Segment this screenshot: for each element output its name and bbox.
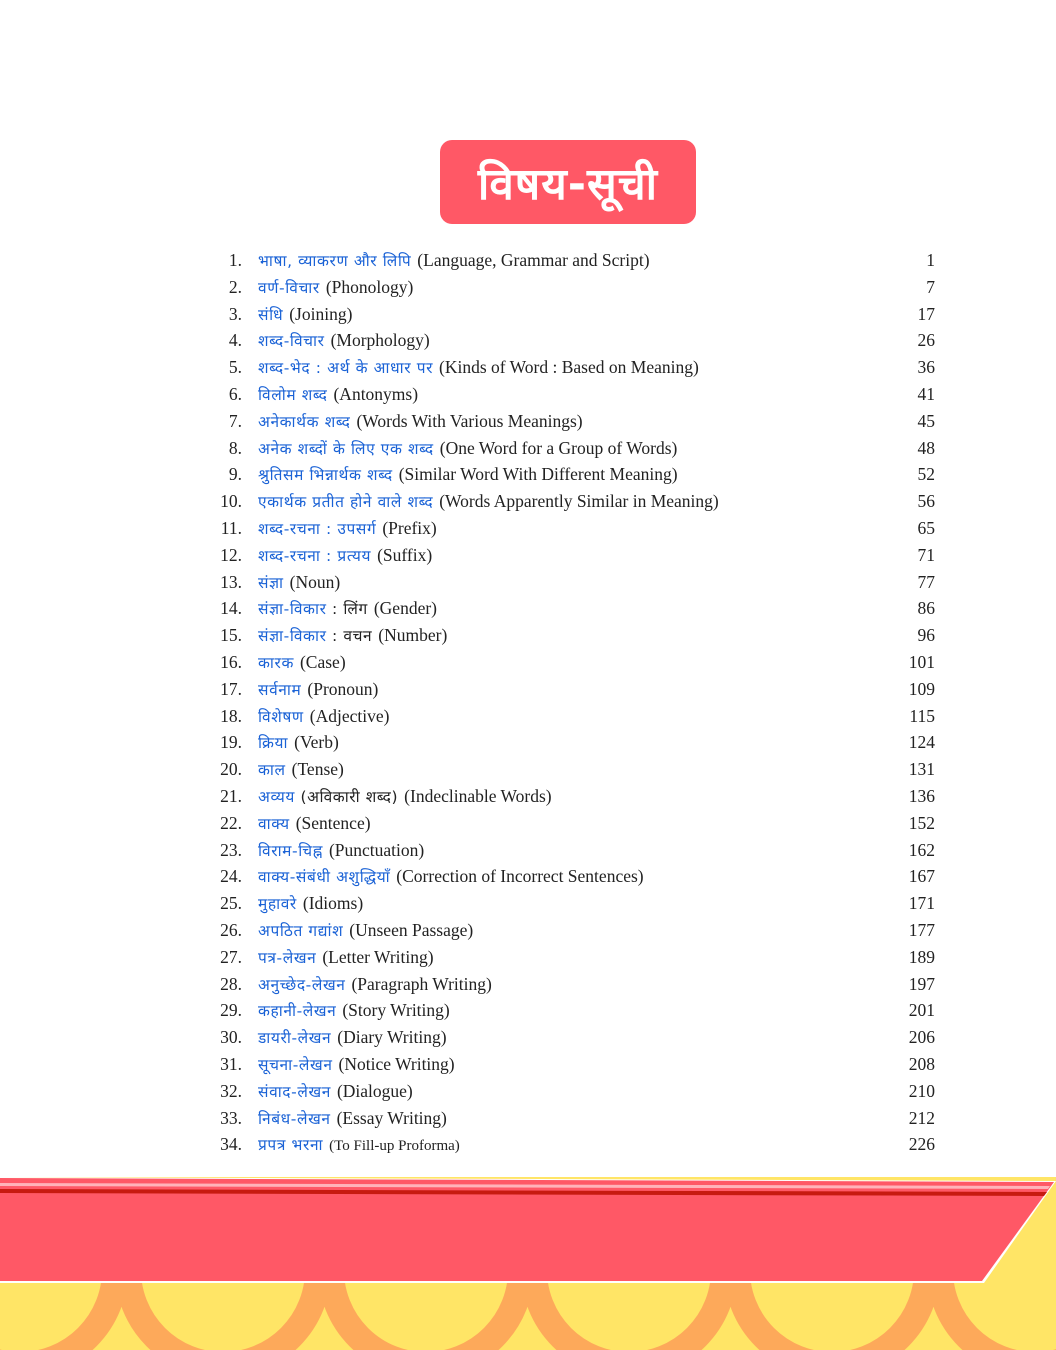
toc-entry-title [258, 971, 492, 999]
toc-entry-title [258, 676, 378, 704]
toc-entry-hindi-title: वाक्य [258, 814, 290, 833]
toc-entry [210, 649, 935, 676]
toc-entry-page-number: 36 [917, 357, 935, 378]
toc-entry-title [258, 890, 363, 918]
toc-entry-number: 28. [220, 973, 242, 994]
toc-entry-number: 14. [220, 598, 242, 619]
toc-entry-number: 7. [228, 410, 242, 431]
toc-entry-hindi-title: अव्यय [258, 787, 295, 806]
table-of-contents [210, 247, 935, 1158]
footer-decoration [0, 1175, 1056, 1350]
toc-entry-title [258, 461, 678, 489]
toc-entry-english-title: (Letter Writing) [322, 946, 434, 967]
toc-entry-title [258, 1105, 447, 1133]
toc-entry-hindi-title: डायरी-लेखन [258, 1029, 332, 1048]
toc-entry-page-number: 131 [908, 759, 935, 780]
toc-entry-english-title: (Case) [299, 651, 346, 672]
toc-entry [210, 488, 935, 515]
toc-entry-title [258, 595, 437, 623]
toc-entry-title [258, 703, 389, 731]
toc-entry-page-number: 86 [917, 598, 935, 619]
toc-entry-page-number: 48 [917, 437, 935, 458]
toc-entry-number: 19. [220, 732, 242, 753]
toc-entry-english-title: (Number) [378, 625, 448, 646]
toc-entry-number: 32. [220, 1080, 242, 1101]
toc-entry-page-number: 1 [926, 250, 935, 270]
toc-entry-number: 16. [220, 651, 242, 672]
toc-entry-number: 23. [220, 839, 242, 860]
toc-entry-number: 11. [220, 517, 242, 538]
toc-entry-english-title: (Punctuation) [328, 839, 425, 860]
toc-entry-number: 31. [220, 1053, 242, 1074]
toc-entry [210, 783, 935, 810]
toc-entry-title [258, 1024, 447, 1052]
toc-entry-hindi-title: शब्द-रचना : प्रत्यय [258, 546, 372, 565]
toc-entry-page-number: 109 [908, 678, 935, 699]
toc-entry-english-title: (Morphology) [330, 330, 430, 351]
toc-entry-number: 26. [220, 919, 242, 940]
toc-entry-number: 27. [220, 946, 242, 967]
toc-entry-page-number: 115 [909, 705, 935, 726]
toc-entry-hindi-title: विराम-चिह्न [258, 841, 323, 860]
toc-entry-number: 13. [220, 571, 242, 592]
toc-entry-page-number: 45 [917, 410, 935, 431]
toc-entry-hindi-title: अपठित गद्यांश [258, 921, 344, 940]
toc-entry [210, 569, 935, 596]
toc-entry [210, 997, 935, 1024]
toc-entry-hindi-title: सर्वनाम [258, 680, 302, 699]
toc-entry-hindi-title: पत्र-लेखन [258, 948, 317, 967]
toc-entry-page-number: 162 [908, 839, 935, 860]
toc-entry-hindi-title: निबंध-लेखन [258, 1109, 331, 1128]
toc-entry-english-title: (Kinds of Word : Based on Meaning) [439, 357, 699, 378]
toc-entry-number: 20. [220, 759, 242, 780]
toc-entry [210, 542, 935, 569]
toc-entry-hindi-title: शब्द-भेद : अर्थ के आधार पर [258, 359, 434, 378]
toc-entry [210, 729, 935, 756]
toc-entry-page-number: 136 [908, 785, 935, 806]
toc-entry-title [258, 515, 437, 543]
toc-entry-title [258, 1078, 413, 1106]
toc-entry-number: 6. [228, 383, 242, 404]
toc-entry [210, 676, 935, 703]
toc-entry-number: 17. [220, 678, 242, 699]
toc-entry-title [258, 649, 346, 677]
toc-entry-title [258, 756, 344, 784]
toc-entry-hindi-title: संज्ञा-विकार [258, 600, 327, 619]
toc-entry-hindi-title: : लिंग [326, 600, 368, 619]
toc-entry-title [258, 408, 583, 436]
toc-entry-english-title: (Pronoun) [307, 678, 379, 699]
toc-entry-page-number: 17 [917, 303, 935, 324]
toc-entry-english-title: (To Fill-up Proforma) [329, 1138, 460, 1155]
toc-entry-english-title: (Gender) [373, 598, 437, 619]
toc-entry-english-title: (Words Apparently Similar in Meaning) [439, 491, 719, 512]
toc-entry-number: 2. [228, 276, 242, 297]
toc-entry [210, 274, 935, 301]
toc-entry-hindi-title: वाक्य-संबंधी अशुद्धियाँ [258, 868, 391, 887]
toc-entry-hindi-title: प्रपत्र भरना [258, 1136, 324, 1155]
toc-entry-page-number: 101 [908, 651, 935, 672]
toc-entry-hindi-title: संज्ञा [258, 573, 284, 592]
toc-entry-title [258, 1051, 455, 1079]
toc-entry-english-title: (Phonology) [325, 276, 414, 297]
toc-entry-hindi-title: क्रिया [258, 734, 289, 753]
toc-entry [210, 917, 935, 944]
toc-entry-number: 15. [220, 625, 242, 646]
toc-entry-page-number: 56 [917, 491, 935, 512]
toc-entry-number: 10. [220, 491, 242, 512]
toc-entry-hindi-title: शब्द-रचना : उपसर्ग [258, 519, 377, 538]
toc-entry-hindi-title: एकार्थक प्रतीत होने वाले शब्द [258, 493, 434, 512]
toc-entry-english-title: (Tense) [291, 759, 344, 780]
toc-entry-english-title: (Correction of Incorrect Sentences) [396, 866, 644, 887]
toc-entry [210, 595, 935, 622]
toc-entry-hindi-title: अनुच्छेद-लेखन [258, 975, 346, 994]
toc-entry [210, 301, 935, 328]
toc-entry-title [258, 944, 434, 972]
toc-entry-english-title: (Noun) [289, 571, 341, 592]
toc-entry-english-title: (Dialogue) [336, 1080, 413, 1101]
toc-entry-page-number: 177 [908, 919, 935, 940]
toc-entry-hindi-title: काल [258, 761, 286, 780]
toc-entry-english-title: (Prefix) [382, 517, 437, 538]
toc-entry-hindi-title: अनेक शब्दों के लिए एक शब्द [258, 439, 434, 458]
toc-entry-page-number: 52 [917, 464, 935, 485]
toc-entry-title [258, 435, 677, 463]
toc-entry-english-title: (Notice Writing) [338, 1053, 455, 1074]
toc-entry-hindi-title: सूचना-लेखन [258, 1055, 333, 1074]
toc-entry-number: 18. [220, 705, 242, 726]
toc-entry-page-number: 124 [908, 732, 935, 753]
toc-entry-number: 9. [228, 464, 242, 485]
toc-entry [210, 435, 935, 462]
toc-entry-page-number: 41 [917, 383, 935, 404]
toc-entry-number: 29. [220, 1000, 242, 1021]
toc-entry-number: 25. [220, 893, 242, 914]
toc-entry-english-title: (Story Writing) [342, 1000, 450, 1021]
toc-entry-english-title: (Indeclinable Words) [404, 785, 552, 806]
toc-entry [210, 515, 935, 542]
toc-entry-hindi-title: विशेषण [258, 707, 304, 726]
toc-entry [210, 1051, 935, 1078]
toc-entry-page-number: 65 [917, 517, 935, 538]
toc-entry-title [258, 301, 352, 329]
toc-entry-page-number: 71 [917, 544, 935, 565]
toc-entry-english-title: (Suffix) [377, 544, 433, 565]
toc-entry-number: 3. [228, 303, 242, 324]
toc-entry [210, 327, 935, 354]
toc-entry-hindi-title: भाषा, व्याकरण और लिपि [258, 252, 412, 270]
toc-entry-number: 1. [228, 250, 242, 270]
toc-entry-page-number: 208 [908, 1053, 935, 1074]
toc-entry-page-number: 197 [908, 973, 935, 994]
toc-entry-english-title: (Diary Writing) [337, 1027, 447, 1048]
toc-entry-english-title: (Words With Various Meanings) [356, 410, 583, 431]
toc-entry-title [258, 274, 413, 302]
toc-entry [210, 247, 935, 274]
toc-entry [210, 971, 935, 998]
toc-entry [210, 1131, 935, 1158]
toc-entry-english-title: (One Word for a Group of Words) [439, 437, 678, 458]
toc-entry-title [258, 381, 418, 409]
toc-entry-english-title: (Similar Word With Different Meaning) [398, 464, 678, 485]
toc-entry-title [258, 917, 473, 945]
toc-entry-title [258, 729, 339, 757]
toc-entry-hindi-title: संधि [258, 305, 284, 324]
toc-entry-hindi-title: विलोम शब्द [258, 385, 328, 404]
toc-entry [210, 1105, 935, 1132]
toc-entry-page-number: 201 [908, 1000, 935, 1021]
toc-entry-page-number: 171 [908, 893, 935, 914]
toc-entry-page-number: 212 [908, 1107, 935, 1128]
toc-entry-english-title: (Verb) [294, 732, 339, 753]
toc-entry-hindi-title: कहानी-लेखन [258, 1002, 337, 1021]
toc-entry [210, 810, 935, 837]
toc-entry-page-number: 26 [917, 330, 935, 351]
toc-entry-page-number: 152 [908, 812, 935, 833]
toc-entry-english-title: (Sentence) [295, 812, 371, 833]
toc-entry-english-title: (Paragraph Writing) [351, 973, 492, 994]
toc-entry-title [258, 488, 719, 516]
toc-entry [210, 863, 935, 890]
toc-entry [210, 381, 935, 408]
toc-entry-english-title: (Unseen Passage) [349, 919, 474, 940]
toc-entry-title [258, 863, 644, 891]
toc-entry-page-number: 7 [926, 276, 935, 297]
toc-entry-english-title: (Joining) [289, 303, 353, 324]
toc-entry-title [258, 622, 447, 650]
toc-entry-english-title: (Idioms) [302, 893, 364, 914]
toc-entry-english-title: (Antonyms) [333, 383, 419, 404]
toc-entry-english-title: (Essay Writing) [336, 1107, 447, 1128]
toc-entry-title [258, 327, 430, 355]
toc-entry-title [258, 354, 699, 382]
toc-entry-page-number: 210 [908, 1080, 935, 1101]
toc-entry-title [258, 810, 371, 838]
toc-entry-hindi-title: कारक [258, 653, 294, 672]
toc-entry [210, 461, 935, 488]
toc-entry [210, 890, 935, 917]
toc-entry-number: 22. [220, 812, 242, 833]
page-title-badge [440, 140, 696, 224]
toc-entry-number: 34. [220, 1134, 242, 1155]
toc-entry [210, 756, 935, 783]
toc-entry-title [258, 997, 450, 1025]
toc-entry [210, 354, 935, 381]
toc-entry [210, 622, 935, 649]
toc-entry-hindi-title: संवाद-लेखन [258, 1082, 331, 1101]
toc-entry-hindi-title: अनेकार्थक शब्द [258, 412, 351, 431]
toc-entry-title [258, 569, 340, 597]
toc-entry-number: 12. [220, 544, 242, 565]
toc-entry [210, 1024, 935, 1051]
toc-entry-number: 4. [228, 330, 242, 351]
toc-entry [210, 837, 935, 864]
toc-entry-page-number: 77 [917, 571, 935, 592]
toc-entry [210, 944, 935, 971]
toc-entry-english-title: (Adjective) [309, 705, 390, 726]
toc-entry-number: 30. [220, 1027, 242, 1048]
toc-entry-page-number: 206 [908, 1027, 935, 1048]
toc-entry-page-number: 167 [908, 866, 935, 887]
toc-entry-hindi-title: (अविकारी शब्द) [294, 787, 399, 806]
page-title: विषय-सूची [477, 159, 659, 210]
toc-entry-title [258, 1131, 460, 1160]
toc-entry-page-number: 189 [908, 946, 935, 967]
toc-entry [210, 408, 935, 435]
toc-entry-number: 5. [228, 357, 242, 378]
toc-entry-title [258, 247, 650, 275]
toc-entry-page-number: 226 [908, 1134, 935, 1155]
toc-entry-hindi-title: शब्द-विचार [258, 332, 325, 351]
toc-entry-number: 24. [220, 866, 242, 887]
toc-entry-title [258, 837, 424, 865]
toc-entry [210, 1078, 935, 1105]
toc-entry-hindi-title: संज्ञा-विकार [258, 627, 327, 646]
toc-entry-title [258, 542, 432, 570]
toc-entry-page-number: 96 [917, 625, 935, 646]
toc-entry [210, 703, 935, 730]
toc-entry-number: 33. [220, 1107, 242, 1128]
toc-entry-number: 21. [220, 785, 242, 806]
toc-entry-hindi-title: मुहावरे [258, 895, 297, 914]
toc-entry-hindi-title: वर्ण-विचार [258, 278, 320, 297]
toc-entry-hindi-title: श्रुतिसम भिन्नार्थक शब्द [258, 466, 393, 485]
toc-entry-english-title: (Language, Grammar and Script) [417, 250, 650, 270]
toc-entry-hindi-title: : वचन [326, 627, 373, 646]
toc-entry-title [258, 783, 552, 811]
toc-entry-number: 8. [228, 437, 242, 458]
